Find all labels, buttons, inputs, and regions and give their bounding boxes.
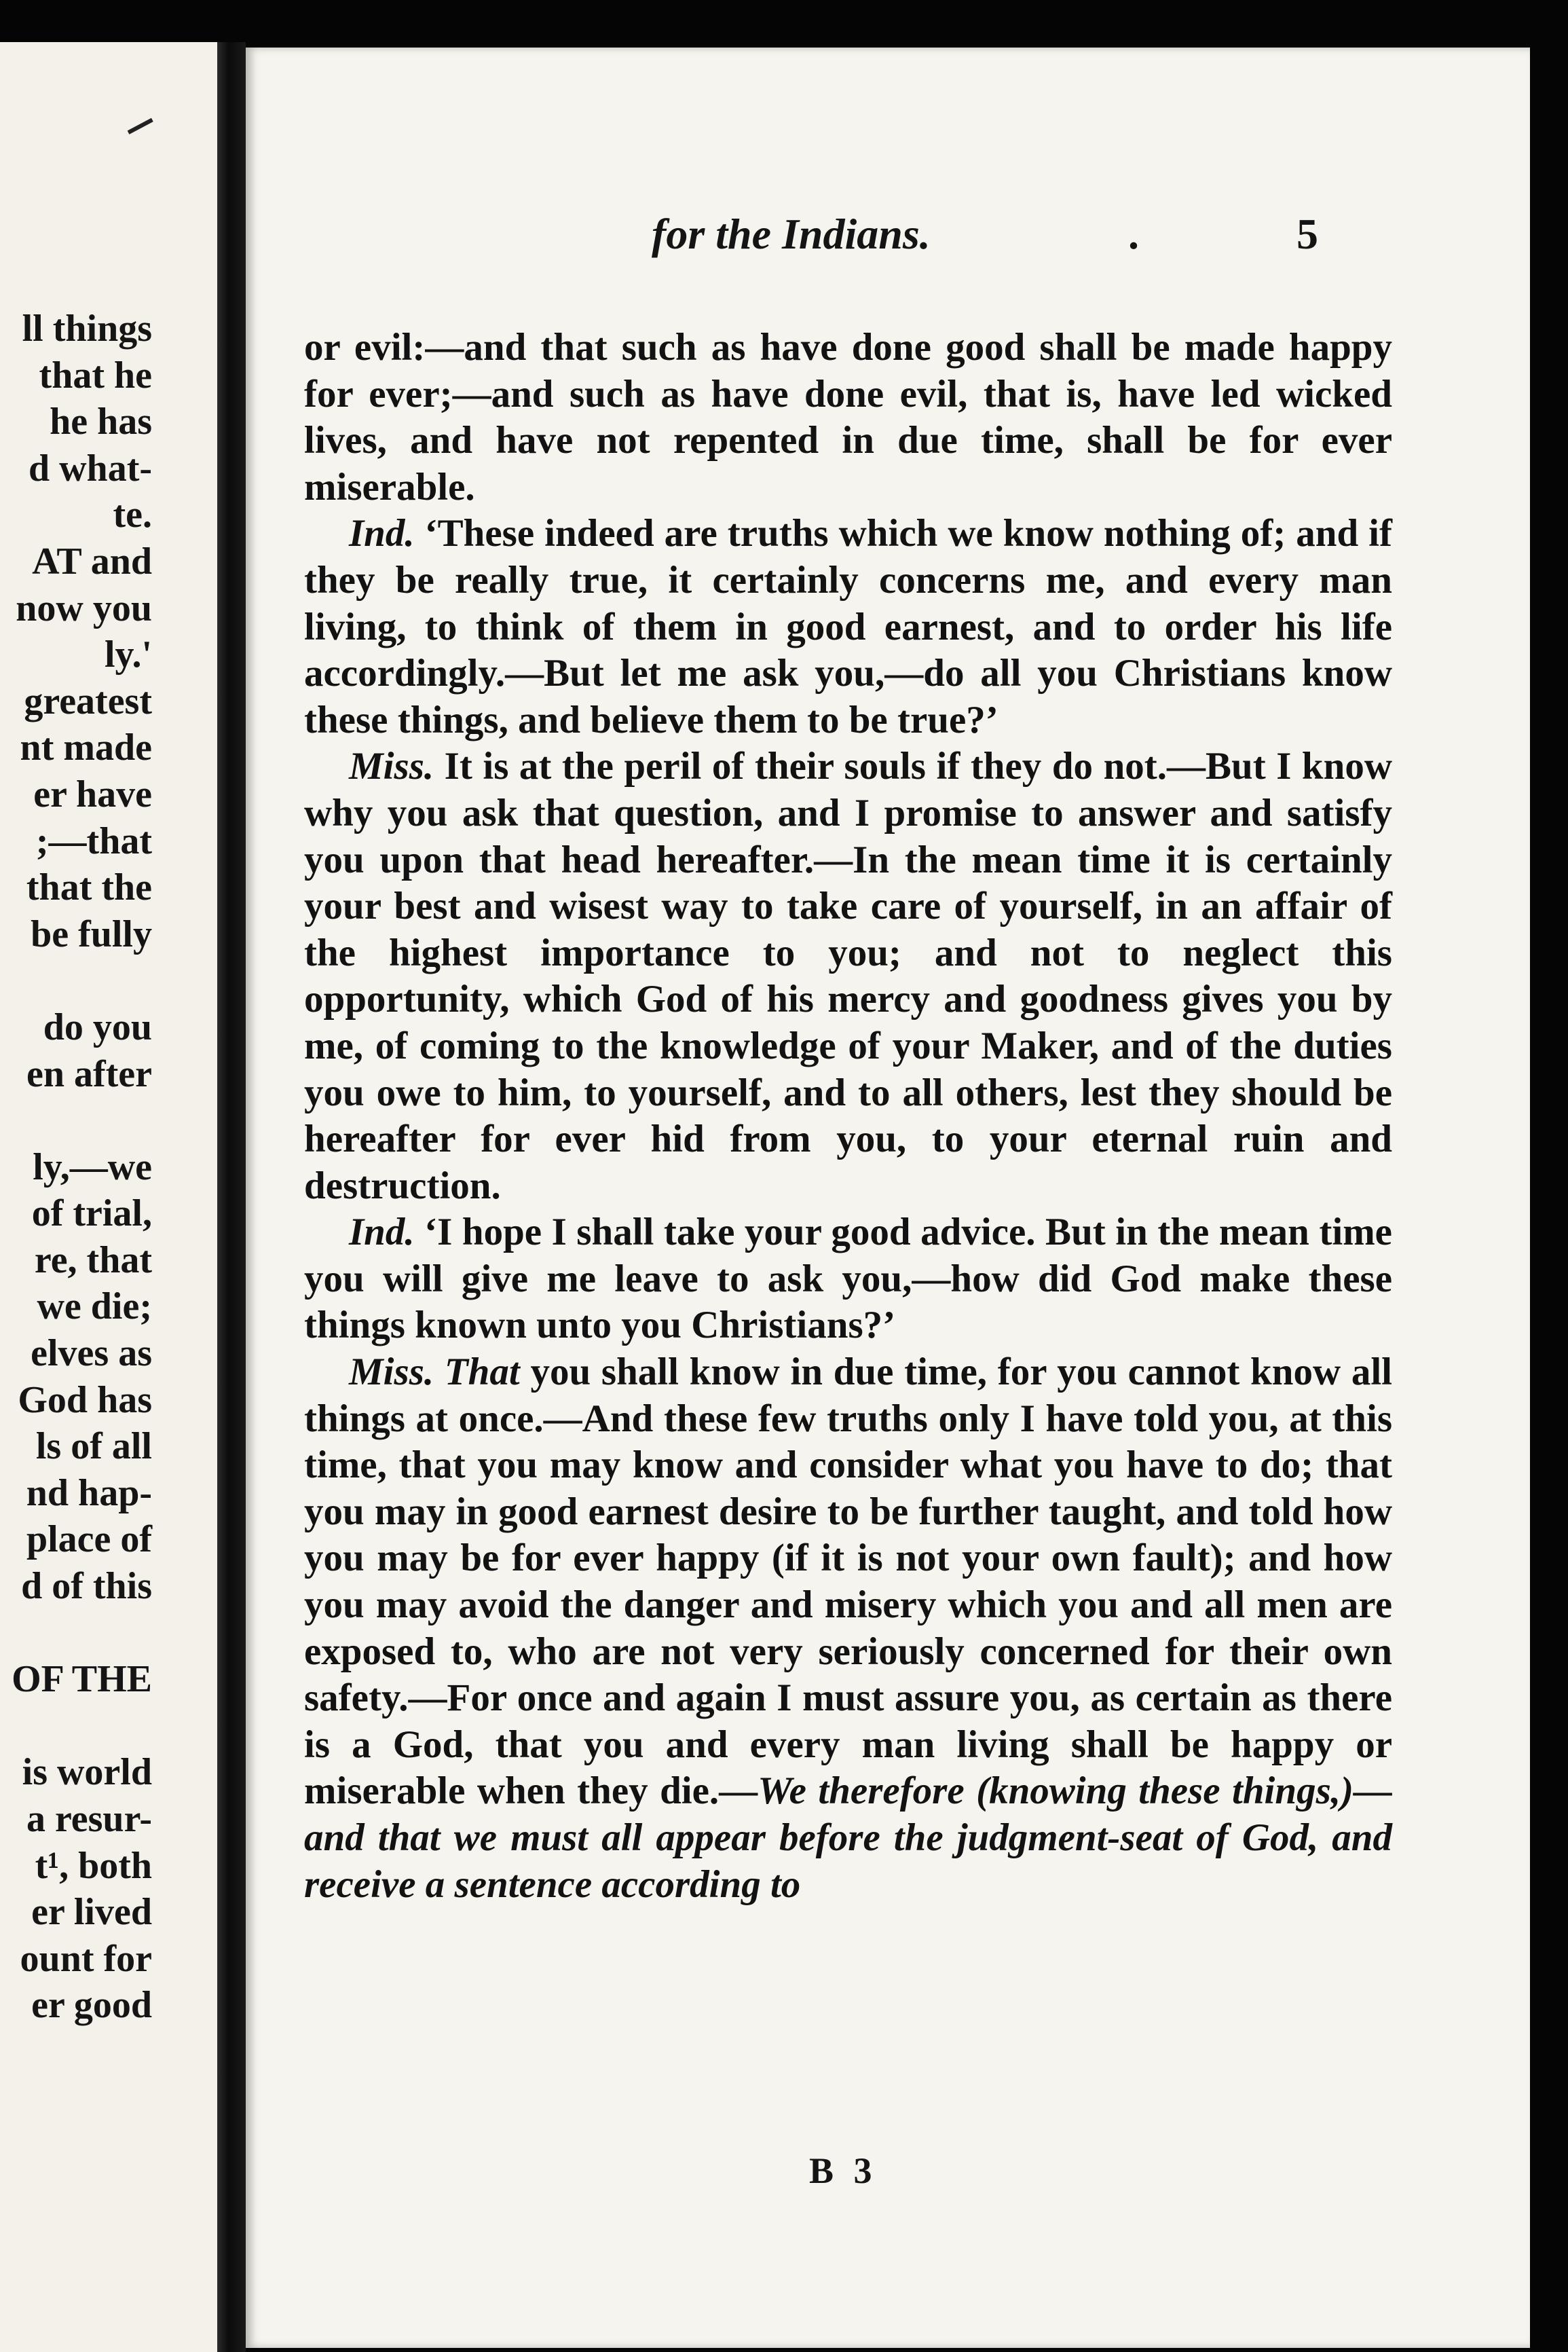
left-page-line: that he bbox=[39, 354, 152, 397]
paragraph-2 bbox=[304, 511, 1392, 743]
left-page-line: elves as bbox=[31, 1332, 152, 1375]
left-page-text-fragments bbox=[0, 306, 152, 2029]
left-page-line: en after bbox=[26, 1052, 152, 1095]
left-page-line bbox=[0, 1097, 152, 1144]
left-page-line: place of bbox=[26, 1518, 152, 1561]
facing-page-left bbox=[0, 42, 217, 2352]
signature-mark: B 3 bbox=[809, 2150, 878, 2191]
scan-border bbox=[1530, 48, 1568, 2352]
left-page-line: greatest bbox=[24, 680, 152, 722]
speaker-label: Miss. bbox=[349, 745, 434, 788]
left-page-line: OF THE bbox=[12, 1658, 152, 1701]
left-page-line: AT and bbox=[32, 540, 152, 583]
left-page-line: er good bbox=[31, 1984, 152, 2027]
book-gutter bbox=[217, 42, 246, 2352]
left-page-line: be fully bbox=[31, 913, 152, 955]
paragraph-3 bbox=[304, 743, 1392, 1209]
running-head: for the Indians. bbox=[652, 210, 931, 258]
paragraph-5 bbox=[304, 1349, 1392, 1908]
left-page-line: we die; bbox=[37, 1285, 152, 1328]
left-page-line: God has bbox=[18, 1378, 152, 1421]
paragraph-text: It is at the peril of their souls if they do not.—But I know why you ask that question, and I promise to answer and satisfy you upon that head hereafter.—In the mean time it is certainly your best and wisest way to take care of yourself, in an affair of the highest importance to you; and not to neglect this opportunity, which God of his mercy and goodness gives you by me, of coming to the knowledge of your Maker, and of the duties you owe to him, to yourself, and to all others, lest they should be hereafter for ever hid from you, to your eternal ruin and destruction. bbox=[304, 745, 1392, 1207]
left-page-line: re, that bbox=[34, 1238, 152, 1281]
left-page-line: ly.' bbox=[104, 633, 152, 676]
left-page-line: he has bbox=[50, 401, 152, 443]
page-5 bbox=[246, 48, 1530, 2348]
ink-mark bbox=[128, 118, 158, 143]
left-page-line: ls of all bbox=[35, 1425, 152, 1468]
left-page-line: a resur- bbox=[26, 1798, 152, 1840]
paragraph-text: ‘I hope I shall take your good advice. But in the mean time you will give me leave to ask you,—how did God make these things known unto you Christians?’ bbox=[304, 1211, 1392, 1347]
left-page-line: d what- bbox=[28, 447, 152, 490]
left-page-line bbox=[0, 1610, 152, 1657]
left-page-line: of trial, bbox=[31, 1192, 152, 1235]
paragraph-text: or evil:—and that such as have done good shall be made happy for ever;—and such as have done evil, that is, have led wicked lives, and have not repented in due time, shall be for ever miserable. bbox=[304, 326, 1392, 509]
paragraph-text: you shall know in due time, for you cannot know all things at once.—And these few truths only I have told you, at this time, that you may know and consider what you have to do; that you may in good earnest desire to be further taught, and told how you may be for ever happy (if it is not your own fault); and how you may avoid the danger and misery which you and all men are exposed to, who are not very seriously concerned for their own safety.—For once and again I must assure you, as certain as there is a God, that you and every man living shall be happy or miserable when they die.— bbox=[304, 1350, 1393, 1813]
left-page-line: te. bbox=[113, 494, 152, 536]
emphasized-word: That bbox=[434, 1350, 520, 1394]
page-header bbox=[246, 209, 1530, 263]
paragraph-4 bbox=[304, 1209, 1392, 1349]
left-page-line: er lived bbox=[31, 1891, 152, 1934]
speaker-label: Miss. bbox=[349, 1350, 434, 1394]
left-page-line: ;—that bbox=[35, 820, 152, 862]
left-page-line bbox=[0, 957, 152, 1004]
paragraph-1 bbox=[304, 325, 1392, 511]
left-page-line: t¹, both bbox=[35, 1844, 152, 1887]
left-page-line: nd hap- bbox=[26, 1471, 152, 1514]
paragraph-text: ‘These indeed are truths which we know nothing of; and if they be really true, it certainly concerns me, and every man living, to think of them in good earnest, and to order his life accordingly.—But let me ask you,—do all you Christians know these things, and believe them to be true?’ bbox=[304, 512, 1392, 741]
left-page-line: ll things bbox=[22, 308, 152, 350]
left-page-line: ly,—we bbox=[33, 1145, 152, 1188]
left-page-line: do you bbox=[43, 1006, 152, 1048]
left-page-line: d of this bbox=[21, 1565, 152, 1608]
left-page-line: er have bbox=[33, 773, 152, 815]
speaker-label: Ind. bbox=[349, 1211, 415, 1254]
left-page-line: ount for bbox=[20, 1937, 152, 1980]
page-number: 5 bbox=[1296, 210, 1318, 258]
body-text bbox=[304, 325, 1392, 1908]
left-page-line: now you bbox=[16, 587, 152, 629]
speaker-label: Ind. bbox=[349, 512, 415, 555]
left-page-line: is world bbox=[22, 1751, 152, 1794]
left-page-line bbox=[0, 1703, 152, 1750]
left-page-line: nt made bbox=[20, 727, 152, 769]
running-head-dot: . bbox=[1128, 210, 1139, 258]
italic-passage: We therefore (knowing these things,)—and that we must all appear before the judgment-seat of God, and receive a sentence according to bbox=[304, 1769, 1393, 1906]
left-page-line: that the bbox=[26, 866, 152, 909]
